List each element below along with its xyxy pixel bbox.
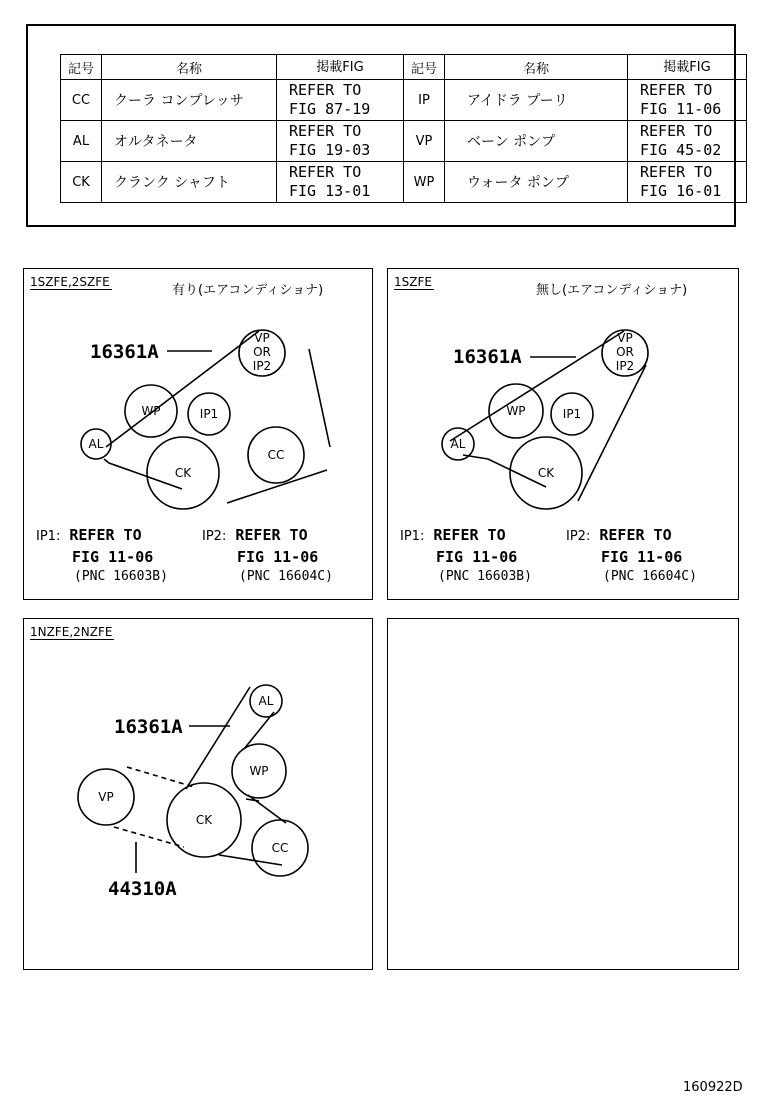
ref-pnc: (PNC 16603B) <box>74 569 168 584</box>
legend-fig <box>277 162 404 203</box>
part-number-drive-belt: 16361A <box>114 716 183 738</box>
header-name: 名称 <box>445 55 628 80</box>
legend-fig-line2: FIG 45-02 <box>640 141 722 159</box>
panel-title: 有り(エアコンディショナ) <box>172 283 324 298</box>
engine-tag: 1SZFE,2SZFE <box>30 275 110 289</box>
diagram-panel-1szfe-no-ac <box>387 268 739 600</box>
ref-line2: FIG 11-06 <box>237 548 319 566</box>
pulley-label-vp: VP <box>254 331 270 345</box>
part-number-belt: 16361A <box>453 346 522 368</box>
engine-tag: 1SZFE <box>394 275 432 289</box>
ref-label: IP2: <box>202 529 227 544</box>
pulley-label-wp: WP <box>141 404 161 418</box>
ref-pnc: (PNC 16604C) <box>603 569 697 584</box>
ip2-reference <box>202 525 333 587</box>
ref-line2: FIG 11-06 <box>72 548 154 566</box>
header-symbol: 記号 <box>404 55 445 80</box>
legend-fig-line2: FIG 11-06 <box>640 100 722 118</box>
legend-symbol: AL <box>61 121 102 162</box>
legend-symbol: CK <box>61 162 102 203</box>
legend-table <box>60 54 747 203</box>
pulley-label-or: OR <box>616 345 634 359</box>
legend-symbol: WP <box>404 162 445 203</box>
pulley-label-ip2: IP2 <box>615 359 635 373</box>
pulley-label-ck: CK <box>537 466 555 480</box>
legend-fig <box>277 80 404 121</box>
legend-fig <box>628 162 747 203</box>
pulley-label-wp: WP <box>249 764 269 778</box>
part-number-vp-belt: 44310A <box>108 878 177 900</box>
legend-row <box>61 80 747 121</box>
pulley-label-al: AL <box>88 437 104 451</box>
document-code: 160922D <box>683 1080 743 1095</box>
legend-name: クランク シャフト <box>102 162 277 203</box>
legend-fig <box>277 121 404 162</box>
ref-line1: REFER TO <box>69 526 142 544</box>
header-fig: 掲載FIG <box>277 55 404 80</box>
legend-fig-line1: REFER TO <box>289 163 362 181</box>
ref-label: IP1: <box>36 529 61 544</box>
legend-header-row <box>61 55 747 80</box>
legend-fig-line1: REFER TO <box>640 122 713 140</box>
legend-row <box>61 162 747 203</box>
legend-fig-line2: FIG 19-03 <box>289 141 371 159</box>
legend-name: クーラ コンプレッサ <box>102 80 277 121</box>
belt-diagram <box>24 619 374 971</box>
legend-symbol: IP <box>404 80 445 121</box>
legend-symbol: CC <box>61 80 102 121</box>
legend-name: オルタネータ <box>102 121 277 162</box>
header-fig: 掲載FIG <box>628 55 747 80</box>
ref-line1: REFER TO <box>433 526 506 544</box>
empty-panel <box>387 618 739 970</box>
panel-title: 無し(エアコンディショナ) <box>536 283 688 298</box>
legend-name: ベーン ポンプ <box>445 121 628 162</box>
legend-fig <box>628 80 747 121</box>
diagram-panel-1szfe-2szfe-ac <box>23 268 373 600</box>
ref-pnc: (PNC 16604C) <box>239 569 333 584</box>
ref-label: IP2: <box>566 529 591 544</box>
legend-name: アイドラ プーリ <box>445 80 628 121</box>
legend-fig-line1: REFER TO <box>640 163 713 181</box>
pulley-label-vp: VP <box>617 331 633 345</box>
vp-belt <box>114 767 194 847</box>
pulley-label-ck: CK <box>195 813 213 827</box>
part-number-belt: 16361A <box>90 341 159 363</box>
legend-symbol: VP <box>404 121 445 162</box>
diagram-panel-1nzfe-2nzfe <box>23 618 373 970</box>
legend-name: ウォータ ポンプ <box>445 162 628 203</box>
pulley-label-ip1: IP1 <box>199 407 219 421</box>
ref-line1: REFER TO <box>235 526 308 544</box>
pulley-label-cc: CC <box>267 448 285 462</box>
ref-line1: REFER TO <box>599 526 672 544</box>
legend-fig-line1: REFER TO <box>289 81 362 99</box>
pulley-label-cc: CC <box>271 841 289 855</box>
pulley-label-ip1: IP1 <box>562 407 582 421</box>
ip1-reference <box>400 525 532 587</box>
header-symbol: 記号 <box>61 55 102 80</box>
pulley-label-wp: WP <box>506 404 526 418</box>
pulley-label-vp: VP <box>98 790 114 804</box>
legend-row <box>61 121 747 162</box>
pulley-label-al: AL <box>258 694 274 708</box>
ip1-reference <box>36 525 168 587</box>
legend-fig-line2: FIG 16-01 <box>640 182 722 200</box>
ref-line2: FIG 11-06 <box>601 548 683 566</box>
legend-fig-line1: REFER TO <box>289 122 362 140</box>
legend-fig <box>628 121 747 162</box>
legend-fig-line2: FIG 87-19 <box>289 100 371 118</box>
pulley-label-ck: CK <box>174 466 192 480</box>
pulley-label-or: OR <box>253 345 271 359</box>
pulley-label-ip2: IP2 <box>252 359 272 373</box>
legend-fig-line1: REFER TO <box>640 81 713 99</box>
header-name: 名称 <box>102 55 277 80</box>
legend-fig-line2: FIG 13-01 <box>289 182 371 200</box>
ip2-reference <box>566 525 697 587</box>
ref-label: IP1: <box>400 529 425 544</box>
pulley-label-al: AL <box>450 437 466 451</box>
ref-line2: FIG 11-06 <box>436 548 518 566</box>
engine-tag: 1NZFE,2NZFE <box>30 625 113 639</box>
ref-pnc: (PNC 16603B) <box>438 569 532 584</box>
